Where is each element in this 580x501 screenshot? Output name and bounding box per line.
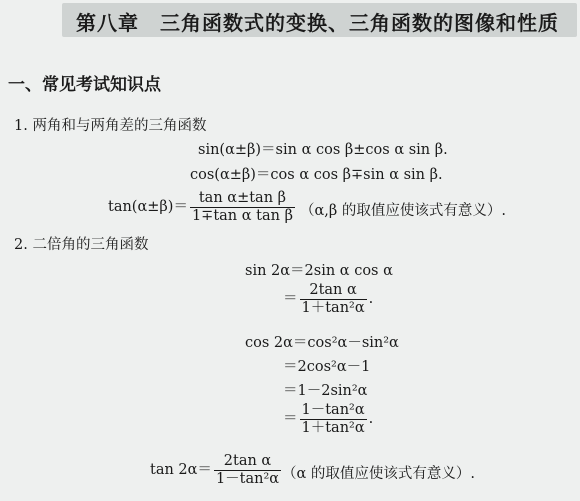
formula-tan-double-fraction [214, 453, 281, 487]
formula-cos-double: cos 2α＝cos²α－sin²α [245, 335, 399, 351]
item-heading-double-angle: 2. 二倍角的三角函数 [14, 237, 149, 253]
equals-sign: ＝ [283, 291, 298, 308]
formula-tan-sum [108, 190, 297, 224]
fraction-numerator: tan α±tan β [190, 190, 295, 208]
formula-tan-sum-note: （α,β 的取值应使该式有意义）. [300, 203, 507, 219]
formula-tan-sum-lhs: tan(α±β)＝ [108, 199, 188, 216]
fraction-denominator: 1＋tan²α [301, 419, 365, 436]
formula-sin-sum: sin(α±β)＝sin α cos β±cos α sin β. [198, 142, 448, 158]
formula-cos-sum: cos(α±β)＝cos α cos β∓sin α sin β. [190, 167, 443, 183]
formula-tan-sum-fraction [190, 190, 295, 224]
fraction-denominator: 1∓tan α tan β [191, 207, 293, 224]
formula-cos-double-3: ＝1－2sin²α [283, 383, 368, 399]
fraction-denominator: 1－tan²α [215, 470, 280, 487]
formula-tan-double-lhs: tan 2α＝ [150, 462, 212, 479]
section-title: 一、常见考试知识点 [8, 75, 161, 95]
item-heading-sum-difference: 1. 两角和与两角差的三角函数 [14, 118, 207, 134]
fraction-numerator: 2tan α [214, 453, 281, 471]
fraction-numerator: 2tan α [300, 282, 367, 300]
chapter-title: 第八章 三角函数式的变换、三角函数的图像和性质 [76, 11, 559, 35]
formula-cos-double-fraction [300, 402, 367, 436]
fraction-numerator: 1－tan²α [301, 402, 365, 418]
formula-sin-double-tan: ＝ $\frac{\text{2tan α}}{\text{1＋tan²α}}$ . [283, 282, 374, 316]
equals-sign: ＝ [283, 411, 298, 428]
formula-sin-double: sin 2α＝2sin α cos α [245, 263, 393, 279]
formula-cos-double-tan: ＝ $\frac{\text{1－tan²α}}{\text{1＋tan²α}}$ . [283, 402, 374, 436]
formula-sin-double-fraction [300, 282, 367, 316]
formula-cos-double-2: ＝2cos²α－1 [283, 359, 371, 375]
formula-tan-double [150, 453, 283, 487]
fraction-denominator: 1＋tan²α [301, 299, 365, 316]
formula-tan-double-note: （α 的取值应使该式有意义）. [282, 466, 476, 482]
